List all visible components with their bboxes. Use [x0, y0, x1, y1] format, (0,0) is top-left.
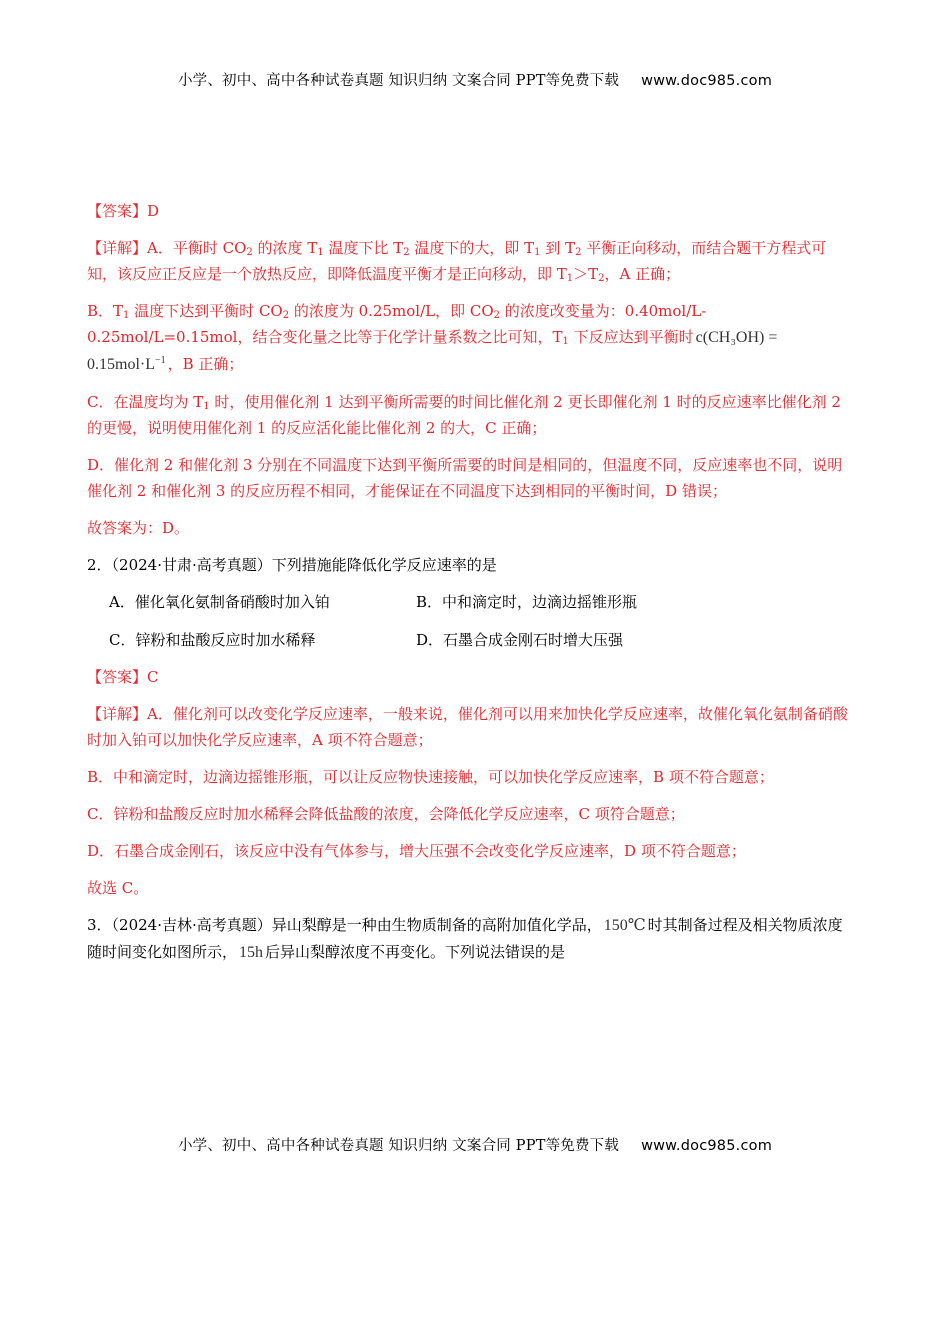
q2-stem: 2．（2024·甘肃·高考真题）下列措施能降低化学反应速率的是 [87, 556, 497, 574]
footer-text: 小学、初中、高中各种试卷真题 知识归纳 文案合同 PPT等免费下载 [177, 1138, 620, 1154]
q2-detail-d: D．石墨合成金刚石，该反应中没有气体参与，增大压强不会改变化学反应速率，D 项不符合题意； [87, 842, 746, 860]
q1-answer: 【答案】D [87, 202, 160, 220]
footer-site-link[interactable]: www.doc985.com [641, 1138, 773, 1154]
page-footer [0, 1134, 950, 1155]
document-body [87, 198, 855, 966]
q2-detail-a: 【详解】A．催化剂可以改变化学反应速率，一般来说，催化剂可以用来加快化学反应速率，故催化氧化氨制备硝酸时加入铂可以加快化学反应速率，A 项不符合题意； [87, 705, 848, 749]
formula-ch3oh: $c(CH_3OH) = 0.15mol\cdot L^{-1}$ [87, 329, 778, 373]
q2-option-c: C．锌粉和盐酸反应时加水稀释 [109, 631, 316, 649]
header-site-link[interactable]: www.doc985.com [641, 73, 773, 89]
q1-detail-a: 【详解】A．平衡时 $CO_2$ 的浓度 $T_1$ 温度下比 $T_2$ 温度下的大，即 $T_1$ 到 $T_2$ 平衡正向移动，而结合题干方程式可知，该反应正反应是一个放热反应，即降低温度平衡才是正向移动，即 $T_1>T_2$，A 正确； [87, 239, 827, 284]
q2-option-d: D．石墨合成金刚石时增大压强 [416, 631, 624, 649]
header-text: 小学、初中、高中各种试卷真题 知识归纳 文案合同 PPT等免费下载 [177, 73, 620, 89]
q2-conclusion: 故选 C。 [87, 879, 149, 897]
q3-stem: 3．（2024·吉林·高考真题）异山梨醇是一种由生物质制备的高附加值化学品， 150℃ 时其制备过程及相关物质浓度随时间变化如图所示， 15h 后异山梨醇浓度不再变化。下列说法错误的是 [87, 916, 843, 961]
q2-detail-c: C．锌粉和盐酸反应时加水稀释会降低盐酸的浓度，会降低化学反应速率，C 项符合题意； [87, 805, 685, 823]
q2-option-a: A．催化氧化氨制备硝酸时加入铂 [109, 593, 330, 611]
q1-detail-b: B．$T_1$ 温度下达到平衡时 $CO_2$ 的浓度为 0.25mol/L，即 $CO_2$ 的浓度改变量为：0.40mol/L-0.25mol/L=0.15mol，结合变化量之比等于化学计量系数之比可知，$T_1$ 下反应达到平衡时 $c(CH_3OH) = 0.15mol\cdot L^{-1}$ ，B 正确； [87, 302, 778, 373]
q1-conclusion: 故答案为：D。 [87, 519, 190, 537]
q2-options [87, 589, 855, 653]
q2-answer: 【答案】C [87, 668, 159, 686]
q2-option-b: B．中和滴定时，边滴边摇锥形瓶 [416, 593, 638, 611]
q2-detail-b: B．中和滴定时，边滴边摇锥形瓶，可以让反应物快速接触，可以加快化学反应速率，B 项不符合题意； [87, 768, 774, 786]
q1-detail-d: D．催化剂 2 和催化剂 3 分别在不同温度下达到平衡所需要的时间是相同的，但温度不同，反应速率也不同，说明催化剂 2 和催化剂 3 的反应历程不相同，才能保证在不同温度下达到相同的平衡时间，D 错误； [87, 456, 843, 500]
page-header [0, 69, 950, 90]
q1-detail-c: C．在温度均为 $T_1$ 时，使用催化剂 1 达到平衡所需要的时间比催化剂 2 更长即催化剂 1 时的反应速率比催化剂 2 的更慢，说明使用催化剂 1 的反应活化能比催化剂 2 的大，C 正确； [87, 393, 841, 437]
